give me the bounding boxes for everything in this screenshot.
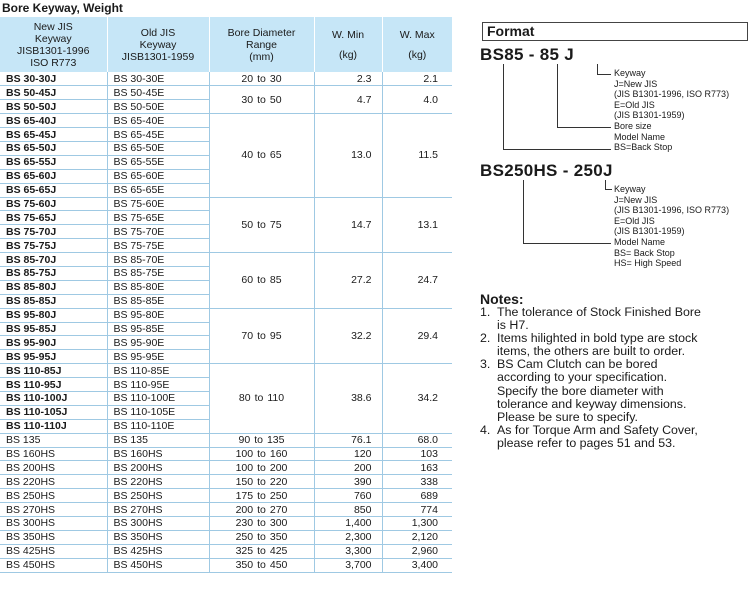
cell-old-jis: BS 85-80E (107, 280, 209, 294)
bore-separator: to (254, 434, 263, 447)
table-row (0, 308, 452, 322)
cell-weight-min: 3,700 (314, 558, 382, 572)
note-text (497, 332, 697, 358)
format-title: Format (482, 22, 748, 41)
table-row (0, 558, 452, 572)
bore-separator: to (257, 274, 266, 287)
header-old-jis-line: Old JIS (140, 26, 176, 39)
callout-line (557, 64, 558, 127)
cell-weight-max: 2,120 (382, 530, 452, 544)
table-row (0, 86, 452, 100)
note-line: please refer to pages 51 and 53. (497, 435, 676, 450)
format-label: Bore size (614, 120, 652, 131)
table-row (0, 447, 452, 461)
cell-old-jis: BS 30-30E (107, 72, 209, 86)
cell-new-jis: BS 75-70J (0, 225, 107, 239)
cell-old-jis: BS 65-40E (107, 114, 209, 128)
format-label: HS= High Speed (614, 258, 682, 269)
code2-labels (614, 184, 729, 269)
cell-old-jis: BS 250HS (107, 489, 209, 503)
cell-old-jis: BS 270HS (107, 503, 209, 517)
table-row (0, 114, 452, 128)
cell-old-jis: BS 65-45E (107, 128, 209, 142)
format-code-1 (480, 45, 574, 65)
cell-weight-max: 13.1 (382, 197, 452, 253)
cell-new-jis: BS 65-40J (0, 114, 107, 128)
cell-old-jis: BS 50-45E (107, 86, 209, 100)
note-number: 2. (480, 331, 491, 346)
bore-from: 150 (235, 475, 254, 488)
code2-bore-keyway: 250J (573, 161, 613, 180)
bore-to: 200 (269, 461, 288, 474)
cell-weight-max: 11.5 (382, 114, 452, 197)
header-bore-line: Bore Diameter (227, 26, 296, 39)
format-label: (JIS B1301-1959) (614, 226, 685, 237)
header-bore-line: Range (246, 38, 277, 51)
table-row (0, 475, 452, 489)
cell-old-jis: BS 200HS (107, 461, 209, 475)
bore-separator: to (257, 461, 266, 474)
bore-to: 160 (269, 447, 288, 460)
header-old-jis (107, 17, 209, 72)
bore-separator: to (257, 218, 266, 231)
cell-old-jis: BS 50-50E (107, 100, 209, 114)
code1-labels-keyway (614, 68, 729, 153)
bore-to: 425 (269, 545, 288, 558)
format-label: BS=Back Stop (614, 142, 673, 153)
cell-old-jis: BS 95-95E (107, 350, 209, 364)
cell-new-jis: BS 200HS (0, 461, 107, 475)
bore-to: 110 (267, 392, 285, 405)
header-old-jis-line: JISB1301-1959 (121, 50, 195, 63)
cell-weight-min: 2.3 (314, 72, 382, 86)
format-label: Keyway (614, 184, 646, 194)
cell-old-jis: BS 110-95E (107, 378, 209, 392)
note-item (480, 306, 748, 332)
cell-bore-range (209, 253, 314, 309)
cell-old-jis: BS 65-65E (107, 183, 209, 197)
callout-line (523, 180, 524, 243)
cell-old-jis: BS 85-75E (107, 266, 209, 280)
note-text (497, 306, 701, 332)
cell-weight-min: 1,400 (314, 517, 382, 531)
callout-line (597, 74, 611, 75)
format-code-2 (480, 161, 613, 181)
cell-bore-range (209, 530, 314, 544)
bore-from: 80 (238, 392, 251, 405)
cell-new-jis: BS 110-95J (0, 378, 107, 392)
bore-to: 300 (269, 517, 288, 530)
cell-new-jis: BS 75-60J (0, 197, 107, 211)
note-line: As for Torque Arm and Safety Cover, (497, 422, 698, 437)
cell-weight-min: 38.6 (314, 364, 382, 433)
table-row (0, 364, 452, 378)
cell-weight-max: 4.0 (382, 86, 452, 114)
format-label: Keyway (614, 68, 646, 78)
format-label: (JIS B1301-1996, ISO R773) (614, 89, 730, 100)
cell-new-jis: BS 220HS (0, 475, 107, 489)
cell-new-jis: BS 75-75J (0, 239, 107, 253)
bore-from: 200 (235, 503, 254, 516)
format-label: J=New JIS (614, 78, 658, 89)
cell-weight-max: 689 (382, 489, 452, 503)
cell-new-jis: BS 65-45J (0, 128, 107, 142)
header-bore-line: (mm) (249, 50, 274, 63)
bore-separator: to (257, 93, 266, 106)
cell-old-jis: BS 110-85E (107, 364, 209, 378)
cell-bore-range (209, 517, 314, 531)
callout-line (597, 64, 598, 74)
bore-separator: to (257, 447, 266, 460)
cell-new-jis: BS 65-50J (0, 141, 107, 155)
cell-weight-min: 4.7 (314, 86, 382, 114)
cell-weight-min: 13.0 (314, 114, 382, 197)
cell-new-jis: BS 50-50J (0, 100, 107, 114)
note-line: according to your specification. (497, 370, 668, 385)
bore-separator: to (257, 489, 266, 502)
table-row (0, 517, 452, 531)
bore-keyway-weight-table (0, 17, 452, 573)
table-row (0, 503, 452, 517)
cell-new-jis: BS 65-65J (0, 183, 107, 197)
cell-bore-range (209, 308, 314, 364)
cell-weight-max: 34.2 (382, 364, 452, 433)
cell-new-jis: BS 75-65J (0, 211, 107, 225)
table-row (0, 489, 452, 503)
cell-weight-min: 32.2 (314, 308, 382, 364)
bore-from: 30 (241, 93, 254, 106)
cell-new-jis: BS 85-75J (0, 266, 107, 280)
bore-separator: to (257, 559, 266, 572)
cell-old-jis: BS 75-60E (107, 197, 209, 211)
table-row (0, 461, 452, 475)
cell-weight-min: 2,300 (314, 530, 382, 544)
note-line: items, the others are built to order. (497, 344, 686, 359)
cell-new-jis: BS 95-90J (0, 336, 107, 350)
format-label: Model Name (614, 131, 666, 142)
table-row (0, 197, 452, 211)
cell-old-jis: BS 110-105E (107, 405, 209, 419)
bore-from: 60 (241, 274, 254, 287)
bore-to: 75 (269, 218, 282, 231)
cell-old-jis: BS 85-70E (107, 253, 209, 267)
header-new-jis (0, 17, 107, 72)
note-item (480, 424, 748, 450)
cell-new-jis: BS 110-100J (0, 391, 107, 405)
cell-weight-min: 76.1 (314, 433, 382, 447)
cell-weight-max: 2.1 (382, 72, 452, 86)
cell-new-jis: BS 110-110J (0, 419, 107, 433)
cell-old-jis: BS 95-90E (107, 336, 209, 350)
notes-title: Notes: (480, 291, 524, 307)
cell-weight-max: 29.4 (382, 308, 452, 364)
cell-old-jis: BS 220HS (107, 475, 209, 489)
bore-separator: to (257, 72, 266, 85)
cell-weight-max: 103 (382, 447, 452, 461)
code1-separator: - (523, 45, 540, 64)
header-new-jis-line: Keyway (34, 32, 72, 45)
header-new-jis-line: New JIS (33, 20, 73, 33)
bore-to: 30 (269, 72, 282, 85)
bore-to: 220 (269, 475, 288, 488)
cell-new-jis: BS 350HS (0, 530, 107, 544)
cell-new-jis: BS 95-80J (0, 308, 107, 322)
cell-new-jis: BS 65-55J (0, 155, 107, 169)
cell-bore-range (209, 447, 314, 461)
cell-old-jis: BS 95-85E (107, 322, 209, 336)
cell-old-jis: BS 65-50E (107, 141, 209, 155)
bore-from: 100 (235, 447, 254, 460)
cell-weight-max: 24.7 (382, 253, 452, 309)
bore-separator: to (254, 392, 264, 405)
bore-to: 250 (269, 489, 288, 502)
note-number: 3. (480, 357, 491, 372)
cell-new-jis: BS 135 (0, 433, 107, 447)
cell-weight-max: 68.0 (382, 433, 452, 447)
notes-list (480, 306, 748, 450)
cell-new-jis: BS 50-45J (0, 86, 107, 100)
bore-to: 350 (269, 531, 288, 544)
page-title: Bore Keyway, Weight (2, 1, 123, 15)
header-new-jis-line: JISB1301-1996 (17, 44, 90, 57)
bore-to: 65 (269, 149, 282, 162)
callout-line (503, 149, 611, 150)
cell-old-jis: BS 135 (107, 433, 209, 447)
cell-weight-max: 3,400 (382, 558, 452, 572)
bore-to: 450 (269, 559, 288, 572)
bore-separator: to (257, 503, 266, 516)
table-header-row (0, 17, 452, 72)
cell-bore-range (209, 544, 314, 558)
cell-new-jis: BS 95-85J (0, 322, 107, 336)
cell-old-jis: BS 350HS (107, 530, 209, 544)
cell-bore-range (209, 364, 314, 433)
format-label: E=Old JIS (614, 215, 655, 226)
bore-separator: to (257, 475, 266, 488)
cell-bore-range (209, 433, 314, 447)
cell-weight-min: 3,300 (314, 544, 382, 558)
cell-new-jis: BS 85-85J (0, 294, 107, 308)
cell-bore-range (209, 114, 314, 197)
bore-separator: to (257, 545, 266, 558)
bore-from: 230 (235, 517, 254, 530)
callout-line (503, 64, 504, 149)
cell-bore-range (209, 197, 314, 253)
cell-weight-min: 14.7 (314, 197, 382, 253)
cell-new-jis: BS 85-80J (0, 280, 107, 294)
cell-old-jis: BS 75-65E (107, 211, 209, 225)
callout-line (605, 180, 606, 189)
table-row (0, 433, 452, 447)
cell-old-jis: BS 110-100E (107, 391, 209, 405)
header-wmax-line: (kg) (408, 48, 427, 61)
header-new-jis-line: ISO R773 (30, 56, 77, 69)
cell-bore-range (209, 86, 314, 114)
cell-weight-min: 27.2 (314, 253, 382, 309)
bore-from: 70 (241, 329, 254, 342)
bore-from: 250 (235, 531, 254, 544)
header-wmin (314, 17, 382, 72)
callout-line (605, 189, 612, 190)
cell-old-jis: BS 65-55E (107, 155, 209, 169)
cell-bore-range (209, 475, 314, 489)
bore-from: 350 (235, 559, 254, 572)
format-label: E=Old JIS (614, 99, 655, 110)
cell-new-jis: BS 160HS (0, 447, 107, 461)
cell-new-jis: BS 250HS (0, 489, 107, 503)
table-row (0, 253, 452, 267)
cell-new-jis: BS 425HS (0, 544, 107, 558)
bore-from: 90 (238, 434, 251, 447)
format-label: Model Name (614, 236, 666, 247)
cell-bore-range (209, 489, 314, 503)
cell-old-jis: BS 450HS (107, 558, 209, 572)
note-number: 4. (480, 422, 491, 437)
header-old-jis-line: Keyway (139, 38, 177, 51)
cell-old-jis: BS 75-70E (107, 225, 209, 239)
note-line: tolerance and keyway dimensions. (497, 396, 687, 411)
cell-weight-min: 850 (314, 503, 382, 517)
cell-new-jis: BS 85-70J (0, 253, 107, 267)
note-text (497, 358, 686, 423)
cell-weight-max: 2,960 (382, 544, 452, 558)
note-line: BS Cam Clutch can be bored (497, 357, 658, 372)
table-body (0, 72, 452, 572)
bore-from: 325 (235, 545, 254, 558)
cell-bore-range (209, 72, 314, 86)
cell-old-jis: BS 425HS (107, 544, 209, 558)
cell-new-jis: BS 450HS (0, 558, 107, 572)
cell-bore-range (209, 461, 314, 475)
table-row (0, 544, 452, 558)
header-wmax (382, 17, 452, 72)
cell-new-jis: BS 300HS (0, 517, 107, 531)
code2-model: BS250HS (480, 161, 558, 180)
bore-from: 20 (241, 72, 254, 85)
callout-line (557, 127, 611, 128)
code1-keyway: J (559, 45, 575, 64)
cell-weight-min: 760 (314, 489, 382, 503)
bore-from: 50 (241, 218, 254, 231)
cell-old-jis: BS 160HS (107, 447, 209, 461)
bore-separator: to (257, 329, 266, 342)
table-row (0, 72, 452, 86)
cell-bore-range (209, 503, 314, 517)
callout-line (523, 243, 611, 244)
note-line: Please be sure to specify. (497, 409, 638, 424)
note-item (480, 358, 748, 423)
header-wmax-line: W. Max (399, 28, 435, 41)
code2-separator: - (557, 161, 574, 180)
header-wmin-line: (kg) (338, 48, 358, 61)
cell-new-jis: BS 110-105J (0, 405, 107, 419)
format-label: (JIS B1301-1996, ISO R773) (614, 205, 730, 216)
format-label: (JIS B1301-1959) (614, 110, 685, 121)
note-line: The tolerance of Stock Finished Bore (497, 305, 701, 319)
cell-weight-max: 1,300 (382, 517, 452, 531)
table-row (0, 530, 452, 544)
bore-from: 40 (241, 149, 254, 162)
format-label: J=New JIS (614, 194, 658, 205)
note-line: Items hilighted in bold type are stock (497, 331, 698, 346)
bore-separator: to (257, 531, 266, 544)
note-line: is H7. (497, 318, 529, 333)
cell-old-jis: BS 85-85E (107, 294, 209, 308)
cell-new-jis: BS 110-85J (0, 364, 107, 378)
note-text (497, 424, 698, 450)
bore-separator: to (257, 149, 266, 162)
bore-to: 135 (266, 434, 285, 447)
cell-weight-max: 338 (382, 475, 452, 489)
cell-old-jis: BS 110-110E (107, 419, 209, 433)
cell-weight-min: 390 (314, 475, 382, 489)
note-line: Specify the bore diameter with (497, 383, 664, 398)
cell-new-jis: BS 30-30J (0, 72, 107, 86)
cell-bore-range (209, 558, 314, 572)
cell-weight-max: 163 (382, 461, 452, 475)
cell-old-jis: BS 65-60E (107, 169, 209, 183)
bore-to: 270 (269, 503, 288, 516)
cell-new-jis: BS 65-60J (0, 169, 107, 183)
cell-new-jis: BS 95-95J (0, 350, 107, 364)
header-bore (209, 17, 314, 72)
cell-old-jis: BS 300HS (107, 517, 209, 531)
code1-model: BS85 (480, 45, 524, 64)
cell-old-jis: BS 95-80E (107, 308, 209, 322)
note-number: 1. (480, 305, 491, 319)
cell-weight-min: 200 (314, 461, 382, 475)
bore-to: 50 (269, 93, 282, 106)
bore-to: 85 (269, 274, 282, 287)
bore-separator: to (257, 517, 266, 530)
cell-old-jis: BS 75-75E (107, 239, 209, 253)
cell-weight-max: 774 (382, 503, 452, 517)
code1-bore: 85 (539, 45, 560, 64)
bore-to: 95 (269, 329, 282, 342)
header-wmin-line: W. Min (331, 28, 365, 41)
cell-new-jis: BS 270HS (0, 503, 107, 517)
cell-weight-min: 120 (314, 447, 382, 461)
format-label: BS= Back Stop (614, 247, 675, 258)
note-item (480, 332, 748, 358)
bore-from: 100 (235, 461, 254, 474)
bore-from: 175 (235, 489, 254, 502)
